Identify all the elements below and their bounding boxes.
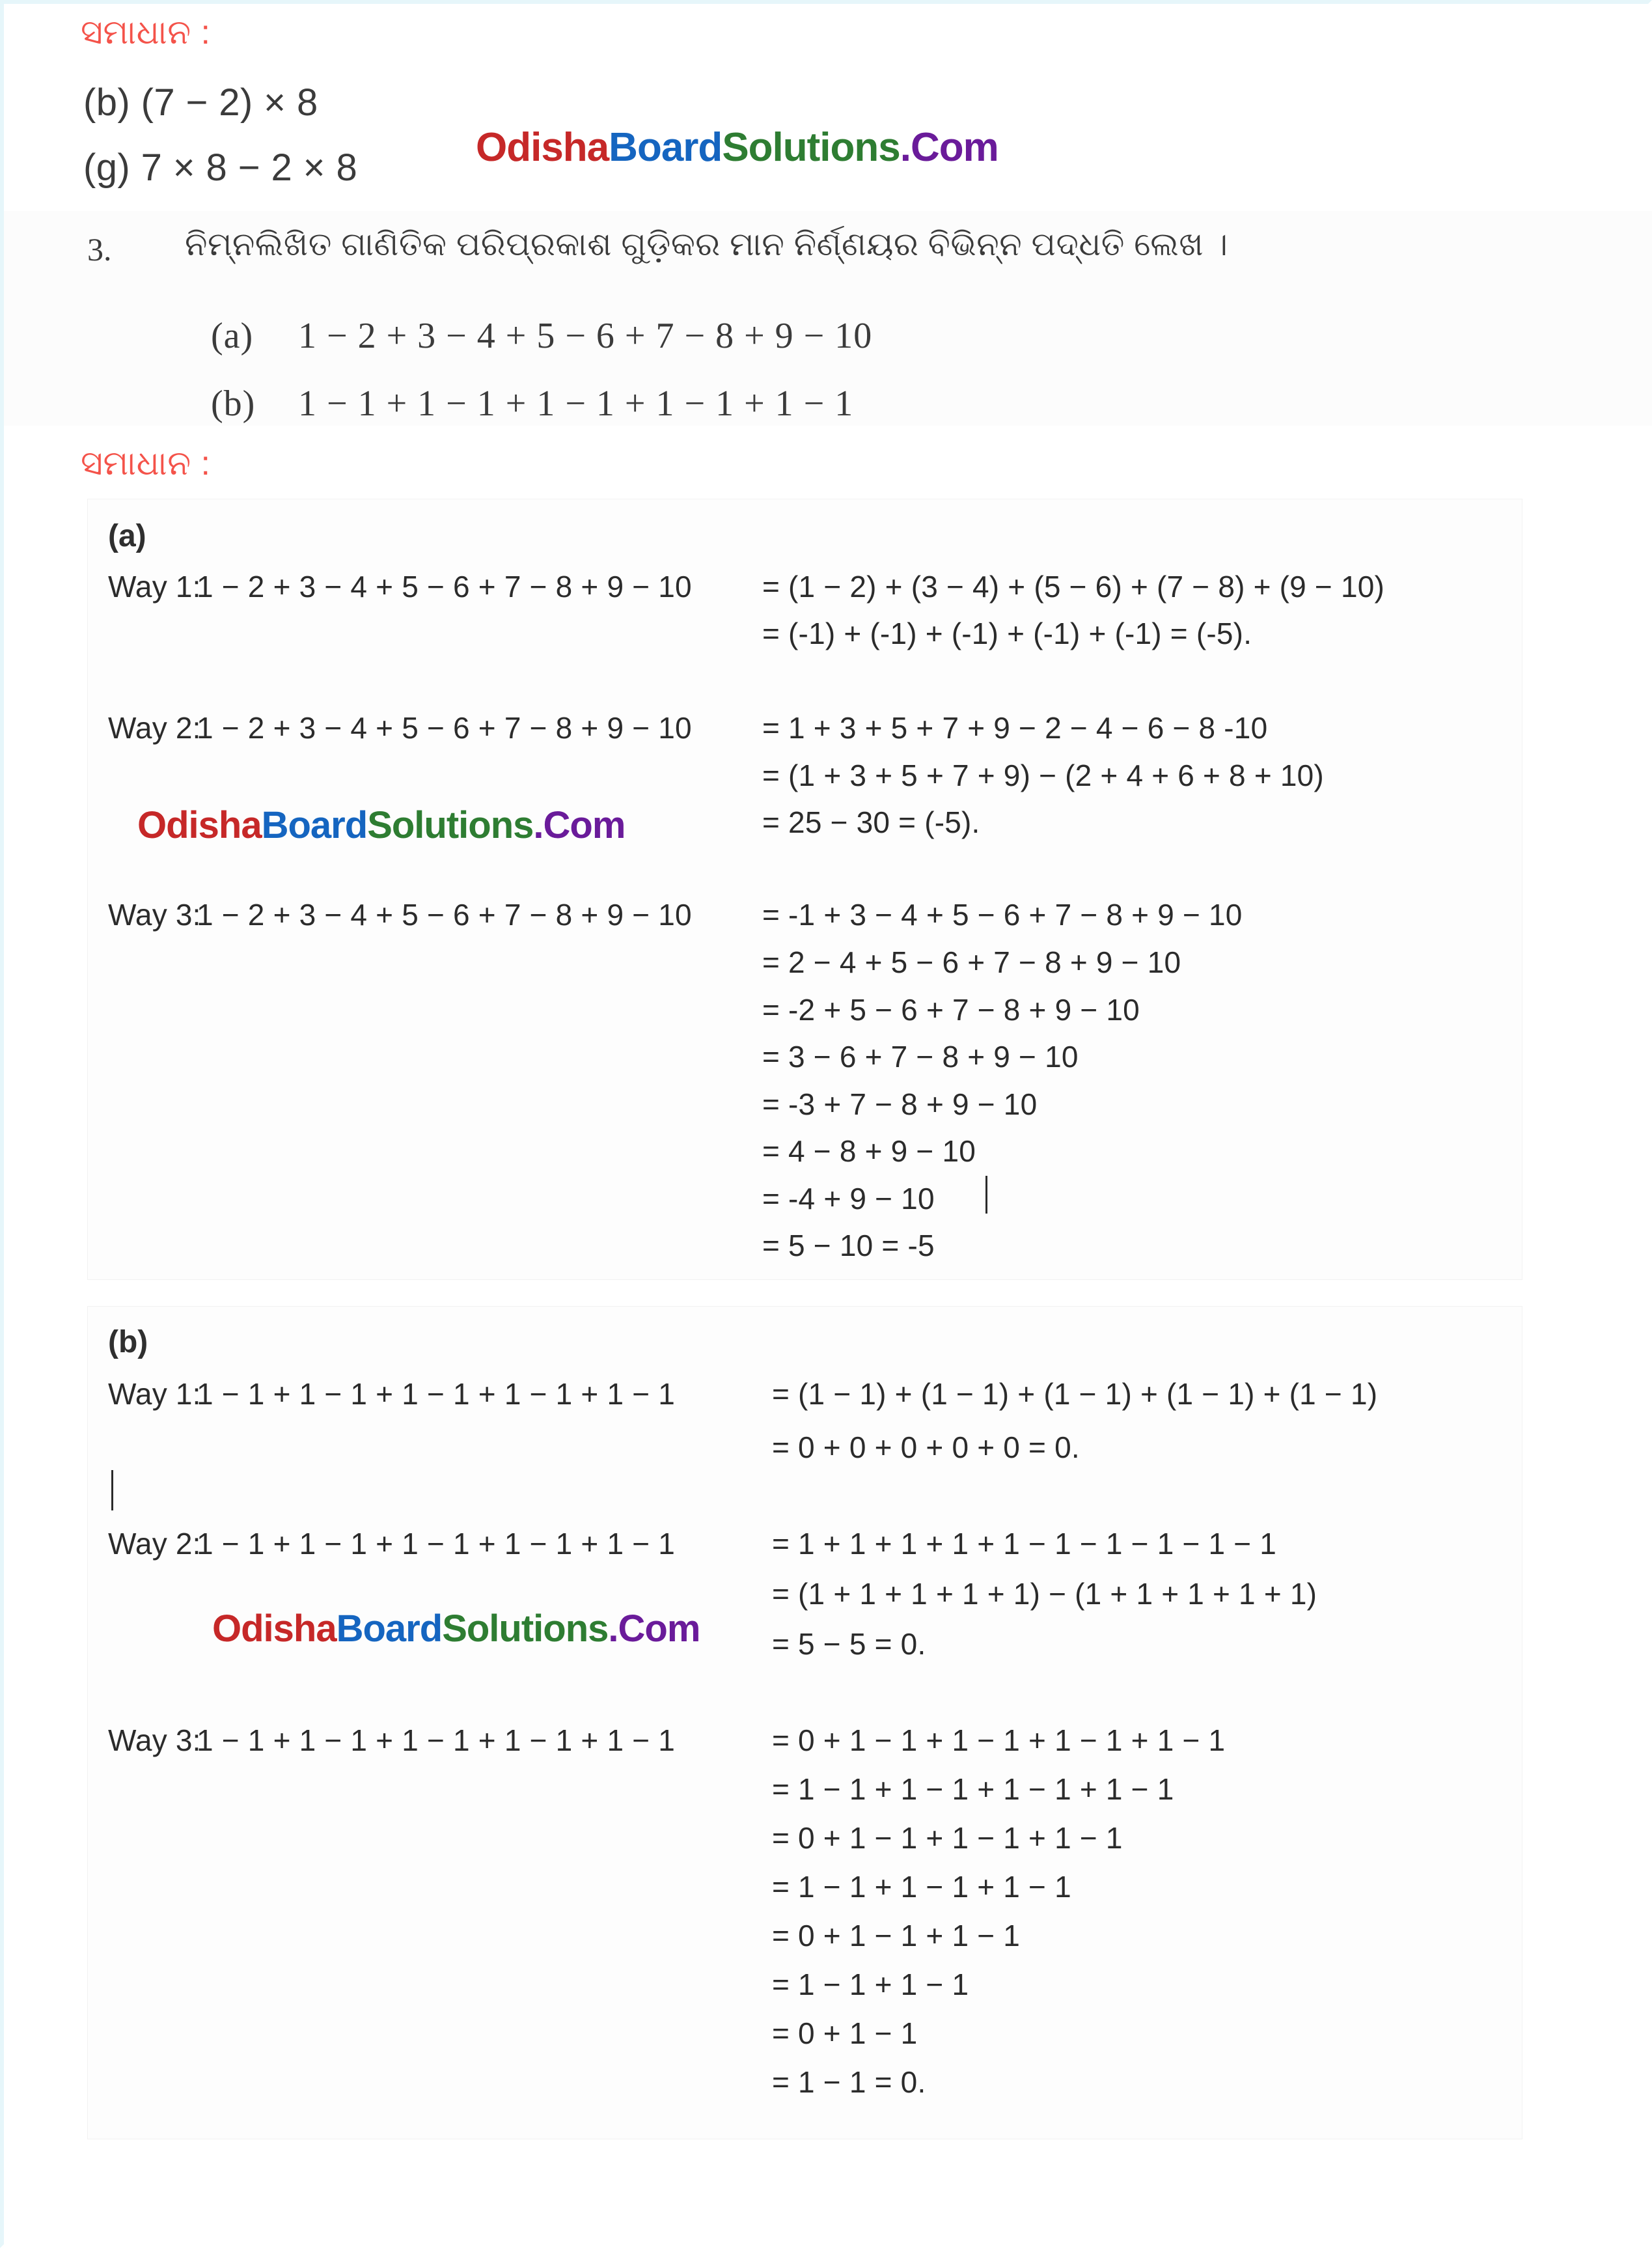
way1-b-rhs-1: = (1 − 1) + (1 − 1) + (1 − 1) + (1 − 1) + (1 − 1) (772, 1377, 1378, 1411)
way3-a-rhs-7: = -4 + 9 − 10 (762, 1182, 935, 1216)
way3-b-rhs-6: = 1 − 1 + 1 − 1 (772, 1967, 969, 2001)
watermark-top (476, 124, 998, 171)
watermark-bottom (212, 1607, 700, 1650)
way2-b-lhs: 1 − 1 + 1 − 1 + 1 − 1 + 1 − 1 + 1 − 1 (197, 1527, 676, 1561)
way3-a-rhs-5: = -3 + 7 − 8 + 9 − 10 (762, 1087, 1038, 1121)
way3-b-rhs-3: = 0 + 1 − 1 + 1 − 1 + 1 − 1 (772, 1821, 1123, 1855)
way1-a-rhs-1: = (1 − 2) + (3 − 4) + (5 − 6) + (7 − 8) + (9 − 10) (762, 570, 1385, 604)
solution-part-a-label: (a) (108, 519, 146, 553)
way3-a-rhs-4: = 3 − 6 + 7 − 8 + 9 − 10 (762, 1040, 1079, 1074)
watermark-board: Board (336, 1607, 443, 1650)
question-number: 3. (87, 231, 112, 268)
watermark-com: .Com (533, 804, 626, 846)
way2-b-name: Way 2: (108, 1527, 201, 1561)
way3-b-rhs-4: = 1 − 1 + 1 − 1 + 1 − 1 (772, 1870, 1071, 1904)
way3-a-rhs-3: = -2 + 5 − 6 + 7 − 8 + 9 − 10 (762, 993, 1140, 1027)
watermark-odisha: Odisha (137, 804, 262, 846)
watermark-solutions: Solutions (367, 804, 534, 846)
top-solution-heading: ସମାଧାନ : (81, 14, 211, 51)
way2-b-rhs-2: = (1 + 1 + 1 + 1 + 1) − (1 + 1 + 1 + 1 + 1) (772, 1577, 1317, 1611)
watermark-solutions: Solutions (442, 1607, 609, 1650)
top-solution-line-g: (g) 7 × 8 − 2 × 8 (83, 146, 358, 189)
way3-b-rhs-1: = 0 + 1 − 1 + 1 − 1 + 1 − 1 + 1 − 1 (772, 1723, 1226, 1757)
way3-a-rhs-2: = 2 − 4 + 5 − 6 + 7 − 8 + 9 − 10 (762, 945, 1181, 979)
way2-a-rhs-2: = (1 + 3 + 5 + 7 + 9) − (2 + 4 + 6 + 8 + 10) (762, 758, 1324, 792)
way2-a-rhs-3: = 25 − 30 = (-5). (762, 805, 980, 839)
way2-a-rhs-1: = 1 + 3 + 5 + 7 + 9 − 2 − 4 − 6 − 8 -10 (762, 711, 1268, 745)
way1-b-lhs: 1 − 1 + 1 − 1 + 1 − 1 + 1 − 1 + 1 − 1 (197, 1377, 676, 1411)
watermark-com: .Com (900, 125, 998, 170)
way3-a-rhs-1: = -1 + 3 − 4 + 5 − 6 + 7 − 8 + 9 − 10 (762, 898, 1243, 932)
watermark-solutions: Solutions (722, 125, 900, 170)
way1-b-rhs-2: = 0 + 0 + 0 + 0 + 0 = 0. (772, 1430, 1080, 1464)
text-caret-b (111, 1470, 113, 1510)
watermark-middle (137, 803, 625, 847)
way1-b-name: Way 1: (108, 1377, 201, 1411)
way3-a-rhs-8: = 5 − 10 = -5 (762, 1229, 935, 1262)
way3-b-rhs-5: = 0 + 1 − 1 + 1 − 1 (772, 1919, 1021, 1953)
question-item-b-label: (b) (211, 383, 256, 424)
watermark-odisha: Odisha (212, 1607, 337, 1650)
way2-b-rhs-1: = 1 + 1 + 1 + 1 + 1 − 1 − 1 − 1 − 1 − 1 (772, 1527, 1277, 1561)
question-item-a-label: (a) (211, 316, 254, 356)
watermark-board: Board (261, 804, 368, 846)
way3-b-rhs-7: = 0 + 1 − 1 (772, 2016, 918, 2050)
way3-b-name: Way 3: (108, 1723, 201, 1757)
way1-a-lhs: 1 − 2 + 3 − 4 + 5 − 6 + 7 − 8 + 9 − 10 (197, 570, 692, 604)
solution-part-b-label: (b) (108, 1325, 148, 1359)
way2-a-name: Way 2: (108, 711, 201, 745)
question-item-a-expr: 1 − 2 + 3 − 4 + 5 − 6 + 7 − 8 + 9 − 10 (298, 316, 873, 356)
watermark-board: Board (609, 125, 723, 170)
top-solution-line-b: (b) (7 − 2) × 8 (83, 81, 318, 124)
way1-a-name: Way 1: (108, 570, 201, 604)
way3-a-name: Way 3: (108, 898, 201, 932)
way1-a-rhs-2: = (-1) + (-1) + (-1) + (-1) + (-1) = (-5). (762, 617, 1252, 650)
question-item-b-expr: 1 − 1 + 1 − 1 + 1 − 1 + 1 − 1 + 1 − 1 (298, 383, 854, 424)
solution-heading: ସମାଧାନ : (81, 445, 211, 482)
way3-b-rhs-8: = 1 − 1 = 0. (772, 2065, 926, 2099)
way2-b-rhs-3: = 5 − 5 = 0. (772, 1627, 926, 1661)
way3-a-lhs: 1 − 2 + 3 − 4 + 5 − 6 + 7 − 8 + 9 − 10 (197, 898, 692, 932)
page-content (4, 4, 1652, 2252)
way3-a-rhs-6: = 4 − 8 + 9 − 10 (762, 1134, 976, 1168)
text-caret-a (985, 1176, 987, 1214)
way3-b-lhs: 1 − 1 + 1 − 1 + 1 − 1 + 1 − 1 + 1 − 1 (197, 1723, 676, 1757)
watermark-odisha: Odisha (476, 125, 609, 170)
way2-a-lhs: 1 − 2 + 3 − 4 + 5 − 6 + 7 − 8 + 9 − 10 (197, 711, 692, 745)
question-text: ନିମ୍ନଲିଖିତ ଗାଣିତିକ ପରିପ୍ରକାଶ ଗୁଡ଼ିକର ମାନ ନିର୍ଣ୍ଣୟର ବିଭିନ୍ନ ପଦ୍ଧତି ଲେଖ । (185, 226, 1228, 262)
watermark-com: .Com (608, 1607, 700, 1650)
way3-b-rhs-2: = 1 − 1 + 1 − 1 + 1 − 1 + 1 − 1 (772, 1772, 1174, 1806)
